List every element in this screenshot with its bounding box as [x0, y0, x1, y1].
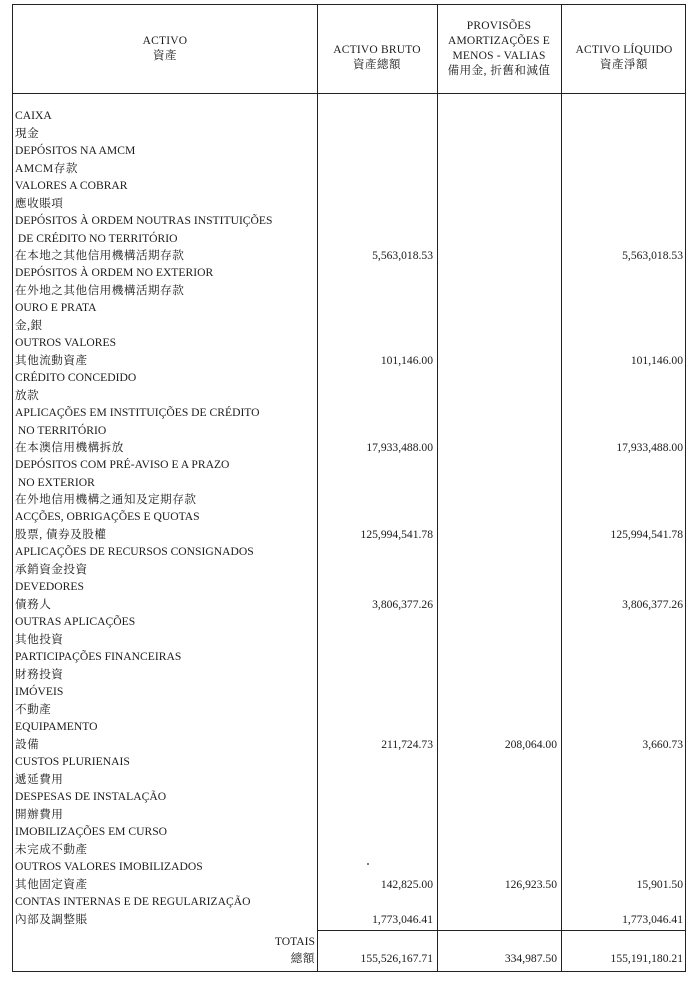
- value-bruto: 5,563,018.53: [372, 249, 433, 262]
- row-label-pt-cont: NO TERRITÓRIO: [15, 423, 107, 437]
- totals-label-pt: TOTAIS: [274, 935, 315, 948]
- row-label-pt: CRÉDITO CONCEDIDO: [15, 371, 137, 384]
- header-activo: [13, 5, 317, 93]
- value-bruto: 17,933,488.00: [366, 441, 433, 454]
- header-provisoes: [437, 5, 561, 93]
- header-activo-pt: ACTIVO: [142, 35, 188, 47]
- row-label-zh: 在外地信用機構之通知及定期存款: [15, 493, 197, 506]
- row-label-zh: 其他流動資產: [15, 353, 88, 367]
- column-divider: [437, 5, 438, 971]
- value-bruto: 1,773,046.41: [372, 912, 433, 926]
- row-label-pt: DEPÓSITOS À ORDEM NOUTRAS INSTITUIÇÕES: [15, 214, 273, 227]
- row-label-pt: OUTROS VALORES IMOBILIZADOS: [15, 860, 203, 873]
- row-label-zh: 現金: [15, 126, 40, 140]
- column-divider: [561, 5, 562, 971]
- header-provisoes-zh: 備用金, 折舊和減值: [447, 65, 551, 77]
- row-label-pt: OUTRAS APLICAÇÕES: [15, 615, 136, 628]
- row-label-pt: CONTAS INTERNAS E DE REGULARIZAÇÃO: [15, 895, 251, 908]
- row-label-zh: 在本澳信用機構拆放: [15, 441, 124, 454]
- value-liquido: 101,146.00: [630, 353, 683, 367]
- row-label-pt: DEPÓSITOS À ORDEM NO EXTERIOR: [15, 266, 214, 279]
- header-divider: [13, 93, 685, 94]
- row-label-pt: CAIXA: [15, 109, 52, 122]
- value-liquido: 15,901.50: [636, 877, 683, 891]
- row-label-zh: 在外地之其他信用機構活期存款: [15, 283, 185, 297]
- value-liquido: 17,933,488.00: [616, 441, 683, 454]
- header-provisoes-pt2: AMORTIZAÇÕES E: [447, 35, 551, 47]
- header-provisoes-pt3: MENOS - VALIAS: [452, 50, 546, 62]
- row-label-zh: 在本地之其他信用機構活期存款: [15, 249, 185, 262]
- value-liquido: 3,806,377.26: [622, 597, 683, 611]
- value-bruto: 211,724.73: [381, 737, 433, 751]
- value-bruto: 3,806,377.26: [372, 597, 433, 611]
- row-label-pt: APLICAÇÕES DE RECURSOS CONSIGNADOS: [15, 545, 254, 558]
- row-label-pt: APLICAÇÕES EM INSTITUIÇÕES DE CRÉDITO: [15, 406, 260, 419]
- row-label-zh: 承銷資金投資: [15, 562, 88, 576]
- balance-sheet-table: [12, 4, 686, 972]
- row-label-zh: 遞延費用: [15, 772, 64, 786]
- total-bruto: 155,526,167.71: [360, 952, 433, 965]
- row-label-zh: 財務投資: [15, 667, 64, 681]
- value-liquido: 3,660.73: [642, 737, 683, 751]
- header-bruto-zh: 資產總額: [353, 59, 401, 71]
- header-bruto-pt: ACTIVO BRUTO: [333, 44, 421, 56]
- row-label-zh: 應收賬項: [15, 196, 64, 210]
- value-liquido: 5,563,018.53: [622, 249, 683, 262]
- totals-label-zh: 總額: [290, 952, 315, 965]
- row-label-pt: IMÓVEIS: [15, 685, 64, 698]
- header-activo-liquido: [561, 5, 687, 93]
- scan-speck: [367, 863, 369, 865]
- row-label-pt-cont: NO EXTERIOR: [15, 475, 95, 489]
- row-label-zh: 股票, 債券及股權: [15, 527, 107, 541]
- row-label-zh: 其他固定資產: [15, 877, 88, 891]
- row-label-zh: 金,銀: [15, 318, 43, 332]
- row-label-zh: 開辦費用: [15, 807, 64, 821]
- value-provisoes: 126,923.50: [504, 877, 557, 891]
- row-label-pt: OUTROS VALORES: [15, 336, 117, 349]
- value-provisoes: 208,064.00: [504, 737, 557, 751]
- row-label-pt: CUSTOS PLURIENAIS: [15, 755, 130, 768]
- row-label-pt: OURO E PRATA: [15, 301, 97, 314]
- row-label-pt: EQUIPAMENTO: [15, 720, 98, 733]
- row-label-pt: PARTICIPAÇÕES FINANCEIRAS: [15, 650, 182, 663]
- row-label-zh: 不動產: [15, 702, 52, 716]
- value-bruto: 142,825.00: [380, 877, 433, 891]
- row-label-pt: DESPESAS DE INSTALAÇÃO: [15, 790, 167, 803]
- header-liquido-zh: 資產淨額: [600, 59, 648, 71]
- row-label-pt: DEPÓSITOS COM PRÉ-AVISO E A PRAZO: [15, 458, 230, 471]
- row-label-pt: DEPÓSITOS NA AMCM: [15, 144, 136, 157]
- column-divider: [317, 5, 318, 971]
- row-label-pt: ACÇÕES, OBRIGAÇÕES E QUOTAS: [15, 510, 200, 523]
- row-label-zh: AMCM存款: [15, 161, 78, 175]
- row-label-pt: VALORES A COBRAR: [15, 179, 128, 192]
- header-provisoes-pt1: PROVISÕES: [466, 20, 532, 32]
- value-liquido: 1,773,046.41: [622, 912, 683, 926]
- header-activo-zh: 資產: [153, 50, 177, 62]
- row-label-pt: IMOBILIZAÇÕES EM CURSO: [15, 825, 168, 838]
- total-provisoes: 334,987.50: [504, 952, 557, 965]
- row-label-pt: DEVEDORES: [15, 580, 84, 593]
- row-totals: [13, 930, 687, 972]
- value-liquido: 125,994,541.78: [610, 527, 683, 541]
- header-liquido-pt: ACTIVO LÍQUIDO: [575, 44, 673, 56]
- row-label-zh: 未完成不動產: [15, 842, 88, 856]
- value-bruto: 101,146.00: [380, 353, 433, 367]
- total-liquido: 155,191,180.21: [610, 952, 683, 965]
- value-bruto: 125,994,541.78: [360, 527, 433, 541]
- row-label-zh: 債務人: [15, 597, 52, 611]
- row-label-zh: 內部及調整賬: [15, 912, 88, 926]
- header-activo-bruto: [317, 5, 437, 93]
- row-label-pt-cont: DE CRÉDITO NO TERRITÓRIO: [15, 231, 178, 245]
- row-label-zh: 設備: [15, 737, 40, 751]
- row-label-zh: 放款: [15, 388, 40, 402]
- row-label-zh: 其他投資: [15, 632, 64, 646]
